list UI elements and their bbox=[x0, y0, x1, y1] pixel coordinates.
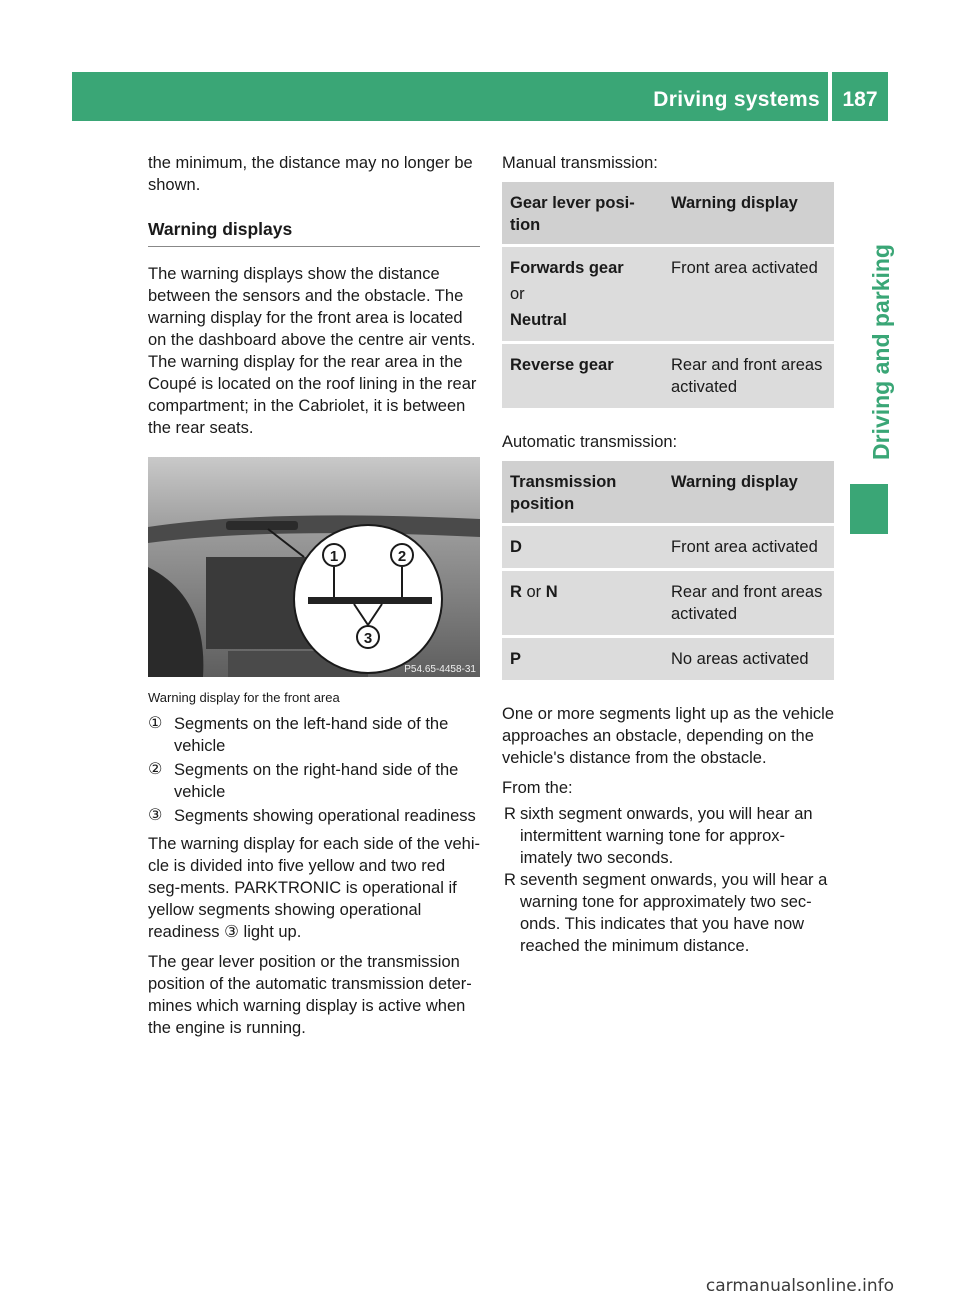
table-cell: D bbox=[502, 525, 663, 570]
legend-marker: ③ bbox=[148, 807, 163, 824]
list-item-text: sixth segment onwards, you will hear an intermittent warning tone for approx-imately two seconds. bbox=[520, 805, 813, 867]
table-cell bbox=[502, 246, 663, 343]
gear-forwards: Forwards gear bbox=[510, 259, 624, 277]
bullet-marker: R bbox=[504, 871, 516, 889]
dashboard-figure bbox=[148, 457, 480, 677]
list-item-text: seventh segment onwards, you will hear a warning tone for approximately two sec-onds. This indicates that you have now reached the minimum distance. bbox=[520, 871, 828, 955]
intro-text: the minimum, the distance may no longer be shown. bbox=[148, 154, 473, 194]
chapter-tab-label: Driving and parking bbox=[868, 244, 894, 460]
table-cell: No areas activated bbox=[663, 637, 834, 682]
table-cell bbox=[502, 570, 663, 637]
figure-caption: Warning display for the front area bbox=[148, 690, 340, 705]
table-header-cell: Transmission position bbox=[502, 461, 663, 525]
figure-legend bbox=[148, 713, 480, 827]
segments-text-b: light up. bbox=[238, 923, 302, 941]
table-header-row bbox=[502, 182, 834, 246]
automatic-transmission-label: Automatic transmission: bbox=[502, 433, 678, 451]
warning-display-unit bbox=[226, 521, 298, 530]
table-row bbox=[502, 246, 834, 343]
manual-transmission-label: Manual transmission: bbox=[502, 154, 658, 172]
segments-paragraph bbox=[148, 833, 480, 943]
legend-item bbox=[148, 713, 480, 757]
table-row bbox=[502, 525, 834, 570]
legend-text: Segments on the right-hand side of the vehicle bbox=[174, 761, 459, 801]
callout-2-label: 2 bbox=[397, 548, 407, 565]
callout-1-label: 1 bbox=[329, 548, 339, 565]
position-n: N bbox=[545, 583, 558, 601]
section-title: Driving systems bbox=[653, 88, 820, 111]
section-heading: Warning displays bbox=[148, 218, 480, 247]
callout-3-label: 3 bbox=[363, 630, 373, 647]
position-r: R bbox=[510, 583, 522, 601]
segments-marker: ③ bbox=[224, 923, 239, 941]
bullet-marker: R bbox=[504, 805, 516, 823]
gear-neutral: Neutral bbox=[510, 311, 567, 329]
chapter-tab-marker bbox=[850, 484, 888, 534]
table-header-cell: Warning display bbox=[663, 461, 834, 525]
right-column bbox=[502, 152, 834, 957]
legend-marker: ① bbox=[148, 715, 163, 732]
list-item bbox=[502, 869, 834, 957]
table-cell: Reverse gear bbox=[502, 343, 663, 410]
table-row bbox=[502, 570, 834, 637]
or-text: or bbox=[521, 583, 546, 601]
table-cell: P bbox=[502, 637, 663, 682]
automatic-transmission-table bbox=[502, 461, 834, 683]
list-item bbox=[502, 803, 834, 869]
table-cell: Rear and front areas activated bbox=[663, 343, 834, 410]
table-row bbox=[502, 637, 834, 682]
left-column bbox=[148, 152, 480, 1047]
table-header-cell: Warning display bbox=[663, 182, 834, 246]
manual-transmission-table bbox=[502, 182, 834, 411]
page-number: 187 bbox=[842, 88, 878, 111]
segment-bar bbox=[308, 597, 432, 604]
figure-code: P54.65-4458-31 bbox=[404, 664, 476, 675]
table-cell: Front area activated bbox=[663, 525, 834, 570]
legend-marker: ② bbox=[148, 761, 163, 778]
segments-text-a: The warning display for each side of the vehi-cle is divided into five yellow and two red seg-ments. PARKTRONIC is operational if yellow segments showing operational readiness bbox=[148, 835, 481, 941]
table-cell: Front area activated bbox=[663, 246, 834, 343]
dashboard-illustration bbox=[148, 457, 480, 677]
or-text: or bbox=[510, 285, 525, 303]
legend-text: Segments showing operational readiness bbox=[174, 807, 476, 825]
gear-lever-paragraph: The gear lever position or the transmission position of the automatic transmission deter-mines which warning display is active when the engine is running. bbox=[148, 953, 472, 1037]
table-header-cell: Gear lever posi-tion bbox=[502, 182, 663, 246]
legend-item bbox=[148, 759, 480, 803]
description-paragraph: The warning displays show the distance between the sensors and the obstacle. The warning display for the front area is located on the dashboard above the centre air vents. The warning display for the rear area in the Coupé is located on the roof lining in the rear compartment; in the Cabriolet, it is between the rear seats. bbox=[148, 265, 477, 437]
legend-text: Segments on the left-hand side of the vehicle bbox=[174, 715, 449, 755]
bullet-list bbox=[502, 803, 834, 957]
from-label: From the: bbox=[502, 779, 573, 797]
watermark: carmanualsonline.info bbox=[705, 1276, 894, 1296]
table-cell: Rear and front areas activated bbox=[663, 570, 834, 637]
table-row bbox=[502, 343, 834, 410]
segments-light-paragraph: One or more segments light up as the vehicle approaches an obstacle, depending on the vehicle's distance from the obstacle. bbox=[502, 705, 835, 767]
legend-item bbox=[148, 805, 480, 827]
table-header-row bbox=[502, 461, 834, 525]
